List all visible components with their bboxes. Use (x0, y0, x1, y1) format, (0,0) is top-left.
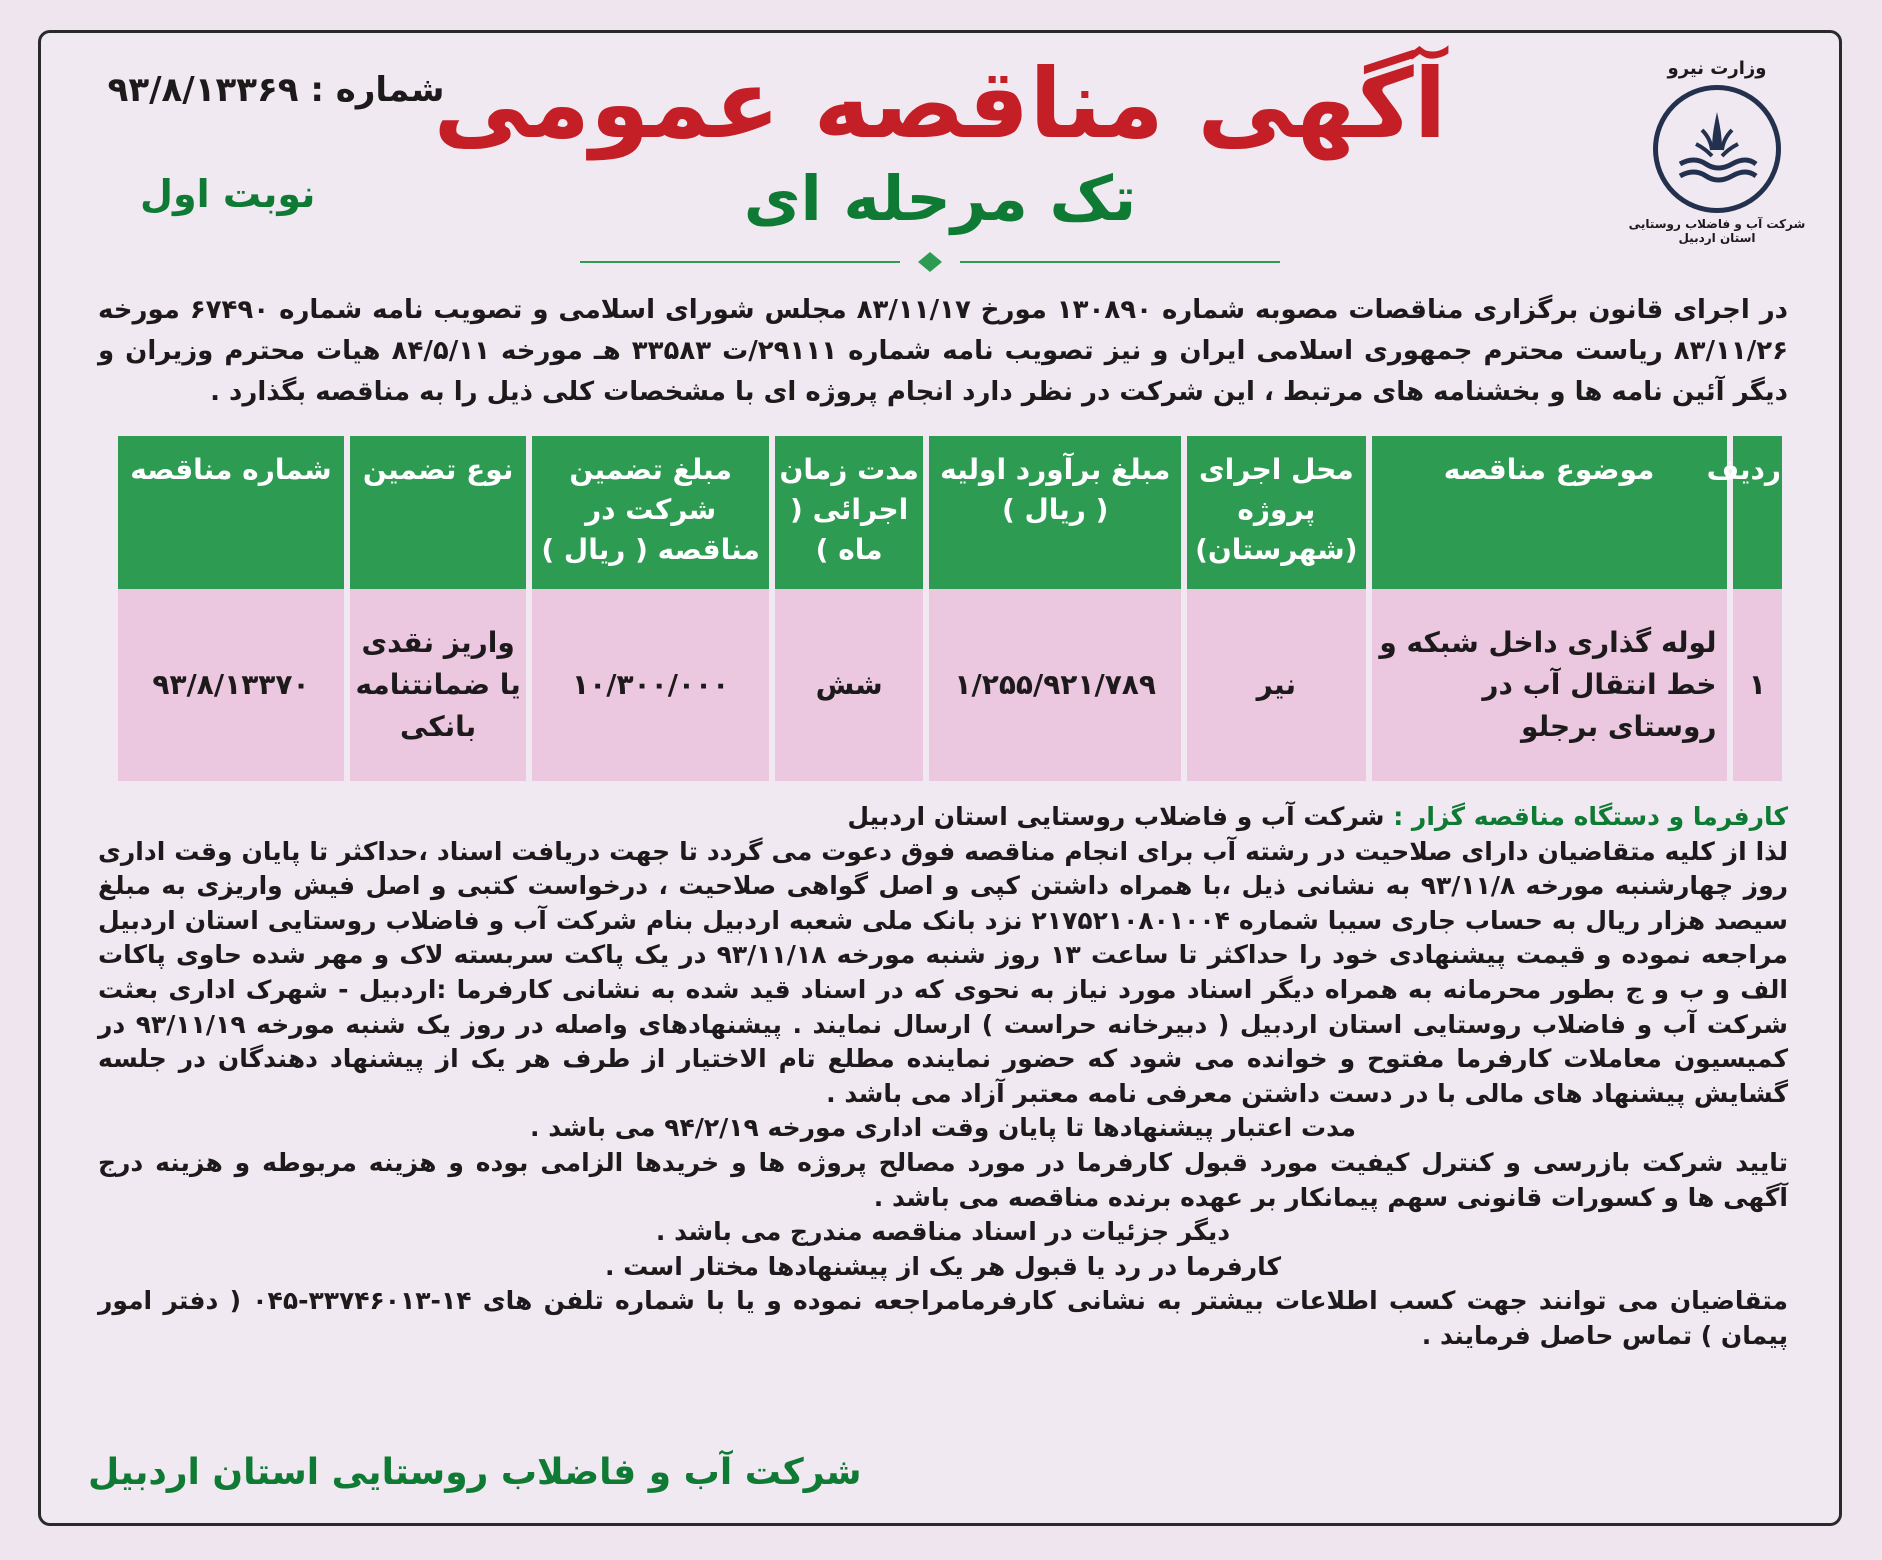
intro-paragraph: در اجرای قانون برگزاری مناقصات مصوبه شماره ۱۳۰۸۹۰ مورخ ۸۳/۱۱/۱۷ مجلس شورای اسلامی و تصویب نامه شماره ۶۷۴۹۰ مورخه ۸۳/۱۱/۲۶ ریاست محترم جمهوری اسلامی ایران و نیز تصویب نامه شماره ۲۹۱۱۱/ت ۳۳۵۸۳ هـ مورخه ۸۴/۵/۱۱ هیات محترم وزیران و دیگر آئین نامه ها و بخشنامه های مرتبط ، این شرکت در نظر دارد انجام پروژه ای با مشخصات کلی ذیل را به مناقصه بگذارد . (98, 295, 1788, 407)
header-location: محل اجرای پروژه (شهرستان) (1187, 436, 1366, 589)
cell-row-number: ۱ (1733, 589, 1782, 781)
tender-table (112, 436, 1788, 781)
header-tender-number: شماره مناقصه (118, 436, 344, 589)
header-row-number: ردیف (1733, 436, 1782, 589)
employer-name: شرکت آب و فاضلاب روستایی استان اردبیل (847, 802, 1385, 831)
number-label: شماره : (310, 70, 445, 110)
organization-logo (1612, 58, 1822, 245)
header-subject: موضوع مناقصه (1372, 436, 1727, 589)
employer-label: کارفرما و دستگاه مناقصه گزار : (1393, 802, 1788, 831)
notice-title: آگهی مناقصه عمومی (433, 48, 1447, 160)
signature-company: شرکت آب و فاضلاب روستایی استان اردبیل (88, 1452, 862, 1493)
cell-duration: شش (775, 589, 923, 781)
notice-body (98, 800, 1788, 1354)
ministry-name: وزارت نیرو (1667, 58, 1767, 79)
table-header-row (118, 436, 1782, 589)
cell-guarantee-amount: ۱۰/۳۰۰/۰۰۰ (532, 589, 769, 781)
header-estimate: مبلغ برآورد اولیه ( ریال ) (929, 436, 1181, 589)
cell-tender-number: ۹۳/۸/۱۳۳۷۰ (118, 589, 344, 781)
employer-line (98, 800, 1788, 835)
cell-subject: لوله گذاری داخل شبکه و خط انتقال آب در روستای برجلو (1372, 589, 1727, 781)
contact-paragraph: متقاضیان می توانند جهت کسب اطلاعات بیشتر به نشانی کارفرمامراجعه نموده و یا با شماره تلفن های ۱۴-۳۳۷۴۶۰۱۳-۰۴۵ ( دفتر امور پیمان ) تماس حاصل فرمایند . (98, 1286, 1788, 1350)
header-guarantee-amount: مبلغ تضمین شرکت در مناقصه ( ریال ) (532, 436, 769, 589)
header-duration: مدت زمان اجرائی ( ماه ) (775, 436, 923, 589)
table-row (118, 589, 1782, 781)
main-paragraph: لذا از کلیه متقاضیان دارای صلاحیت در رشته آب برای انجام مناقصه فوق دعوت می گردد تا جهت دریافت اسناد ،حداکثر تا پایان وقت اداری روز چهارشنبه مورخه ۹۳/۱۱/۸ به نشانی ذیل ،با همراه داشتن کپی و اصل گواهی صلاحیت ، درخواست کتبی و اصل فیش واریزی به مبلغ سیصد هزار ریال به حساب جاری سیبا شماره ۲۱۷۵۲۱۰۸۰۱۰۰۴ نزد بانک ملی شعبه اردبیل بنام شرکت آب و فاضلاب روستایی استان اردبیل مراجعه نموده و قیمت پیشنهادی خود را حداکثر تا ساعت ۱۳ روز شنبه مورخه ۹۳/۱۱/۱۸ در یک پاکت سربسته لاک و مهر شده حاوی پاکات الف و ب و ج بطور محرمانه به همراه دیگر اسناد مورد نیاز به نحوی که در اسناد قید شده به نشانی کارفرما :اردبیل - شهرک اداری بعثت شرکت آب و فاضلاب روستایی استان اردبیل ( دبیرخانه حراست ) ارسال نمایند . پیشنهادهای واصله در روز یک شنبه مورخه ۹۳/۱۱/۱۹ در کمیسیون معاملات کارفرما مفتوح و خوانده می شود که حضور نماینده مطلع تام الاختیار از طرف هر یک از پیشنهاد دهندگان در جلسه گشایش پیشنهاد های مالی با در دست داشتن معرفی نامه معتبر آزاد می باشد . (98, 836, 1788, 1108)
water-company-emblem-icon (1653, 85, 1781, 213)
cell-location: نیر (1187, 589, 1366, 781)
notice-round: نوبت اول (140, 172, 316, 216)
inspection-paragraph: تایید شرکت بازرسی و کنترل کیفیت مورد قبول کارفرما در مورد مصالح پروژه ها و خریدها الزامی بوده و هزینه مربوطه و هزینه درج آگهی ها و کسورات قانونی سهم پیمانکار بر عهده برنده مناقصه می باشد . (98, 1147, 1788, 1212)
title-ornament-divider (580, 250, 1280, 274)
number-value: ۹۳/۸/۱۳۳۶۹ (107, 70, 299, 110)
validity-line: مدت اعتبار پیشنهادها تا پایان وقت اداری مورخه ۹۴/۲/۱۹ می باشد . (530, 1113, 1356, 1143)
details-line: دیگر جزئیات در اسناد مناقصه مندرج می باشد . (655, 1217, 1231, 1247)
rights-line: کارفرما در رد یا قبول هر یک از پیشنهادها مختار است . (604, 1251, 1282, 1281)
notice-subtitle: تک مرحله ای (743, 162, 1137, 235)
cell-estimate: ۱/۲۵۵/۹۲۱/۷۸۹ (929, 589, 1181, 781)
header-guarantee-type: نوع تضمین (350, 436, 526, 589)
cell-guarantee-type: واریز نقدی یا ضمانتنامه بانکی (350, 589, 526, 781)
logo-company-name: شرکت آب و فاضلاب روستایی استان اردبیل (1628, 217, 1806, 245)
